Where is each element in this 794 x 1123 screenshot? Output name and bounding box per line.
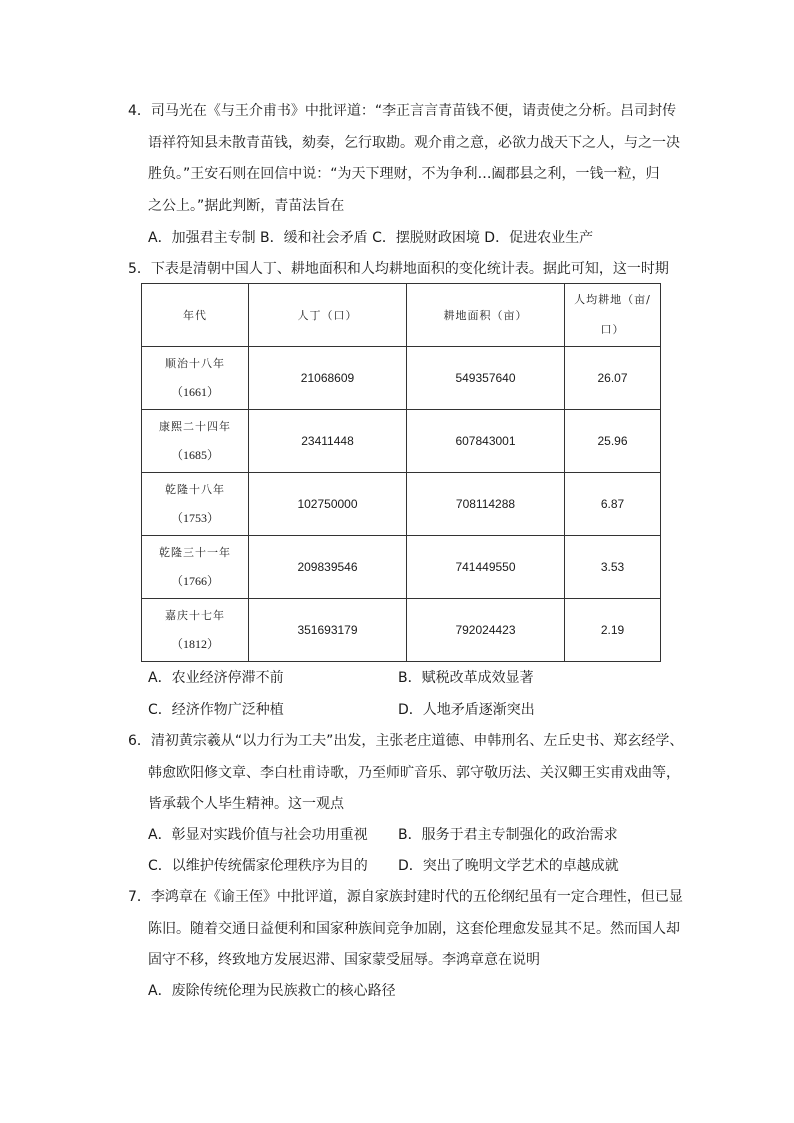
per-capita-cell: 3.53	[565, 536, 661, 599]
table-row	[142, 599, 661, 662]
q7-stem-line-3: 固守不移，终致地方发展迟滞、国家蒙受屈辱。李鸿章意在说明	[148, 952, 540, 968]
q4-stem-line-3: 胜负。”王安石则在回信中说：“为天下理财，不为争利…阖郡县之利，一钱一粒，归	[148, 166, 660, 182]
population-cell: 23411448	[249, 410, 407, 473]
q6-stem-line-3: 皆承载个人毕生精神。这一观点	[148, 796, 344, 812]
q5-option-c: C．经济作物广泛种植	[148, 702, 284, 718]
per-capita-cell: 25.96	[565, 410, 661, 473]
era-name: 康熙二十四年	[159, 420, 231, 433]
header-population: 人丁（口）	[249, 284, 407, 347]
population-farmland-table	[141, 283, 661, 662]
era-year: （1661）	[170, 385, 219, 399]
header-area: 耕地面积（亩）	[407, 284, 565, 347]
era-year: （1812）	[170, 637, 219, 651]
q4-options: A．加强君主专制 B．缓和社会矛盾 C．摆脱财政困境 D．促进农业生产	[148, 230, 594, 246]
area-cell: 741449550	[407, 536, 565, 599]
header-era: 年代	[142, 284, 249, 347]
era-cell	[142, 347, 249, 410]
header-per-capita-line-1: 人均耕地（亩/	[574, 293, 651, 306]
table-row	[142, 410, 661, 473]
q6-option-c: C．以维护传统儒家伦理秩序为目的	[148, 858, 368, 874]
q4-stem-line-1: 4．司马光在《与王介甫书》中批评道：“李正言言青苗钱不便，请责使之分析。吕司封传	[128, 103, 677, 119]
era-cell	[142, 599, 249, 662]
table-row	[142, 473, 661, 536]
area-cell: 792024423	[407, 599, 565, 662]
area-cell: 549357640	[407, 347, 565, 410]
per-capita-cell: 6.87	[565, 473, 661, 536]
q7-stem-line-2: 陈旧。随着交通日益便利和国家种族间竞争加剧，这套伦理愈发显其不足。然而国人却	[148, 921, 680, 937]
q5-option-b: B．赋税改革成效显著	[398, 670, 534, 686]
q4-stem-line-2: 语祥符知县未散青苗钱，劾奏，乞行取勘。观介甫之意，必欲力战天下之人，与之一决	[148, 135, 680, 151]
population-cell: 351693179	[249, 599, 407, 662]
per-capita-cell: 26.07	[565, 347, 661, 410]
q7-stem-line-1: 7．李鸿章在《谕王侄》中批评道，源自家族封建时代的五伦纲纪虽有一定合理性，但已显	[128, 889, 683, 905]
era-year: （1766）	[170, 574, 219, 588]
header-per-capita	[565, 284, 661, 347]
q6-option-d: D．突出了晚明文学艺术的卓越成就	[398, 858, 619, 874]
population-cell: 102750000	[249, 473, 407, 536]
q5-option-d: D．人地矛盾逐渐突出	[398, 702, 535, 718]
era-cell	[142, 410, 249, 473]
era-name: 乾隆十八年	[165, 483, 225, 496]
table-row	[142, 347, 661, 410]
q6-option-b: B．服务于君主专制强化的政治需求	[398, 827, 618, 843]
q5-stem: 5．下表是清朝中国人丁、耕地面积和人均耕地面积的变化统计表。据此可知，这一时期	[128, 261, 669, 277]
era-name: 嘉庆十七年	[165, 609, 225, 622]
q7-option-a: A．废除传统伦理为民族救亡的核心路径	[148, 983, 396, 999]
era-cell	[142, 536, 249, 599]
era-name: 乾隆三十一年	[159, 546, 231, 559]
table-row	[142, 536, 661, 599]
population-cell: 21068609	[249, 347, 407, 410]
q6-option-a: A．彰显对实践价值与社会功用重视	[148, 827, 368, 843]
era-year: （1685）	[170, 448, 219, 462]
q4-stem-line-4: 之公上。”据此判断，青苗法旨在	[148, 198, 345, 214]
table-header-row	[142, 284, 661, 347]
area-cell: 708114288	[407, 473, 565, 536]
population-cell: 209839546	[249, 536, 407, 599]
per-capita-cell: 2.19	[565, 599, 661, 662]
q6-stem-line-2: 韩愈欧阳修文章、李白杜甫诗歌，乃至师旷音乐、郭守敬历法、关汉卿王实甫戏曲等，	[148, 765, 680, 781]
q5-option-a: A．农业经济停滞不前	[148, 670, 284, 686]
q6-stem-line-1: 6．清初黄宗羲从“以力行为工夫”出发，主张老庄道德、申韩刑名、左丘史书、郑玄经学、	[128, 733, 684, 749]
area-cell: 607843001	[407, 410, 565, 473]
era-name: 顺治十八年	[165, 357, 225, 370]
era-cell	[142, 473, 249, 536]
era-year: （1753）	[170, 511, 219, 525]
header-per-capita-line-2: 口）	[600, 323, 625, 336]
